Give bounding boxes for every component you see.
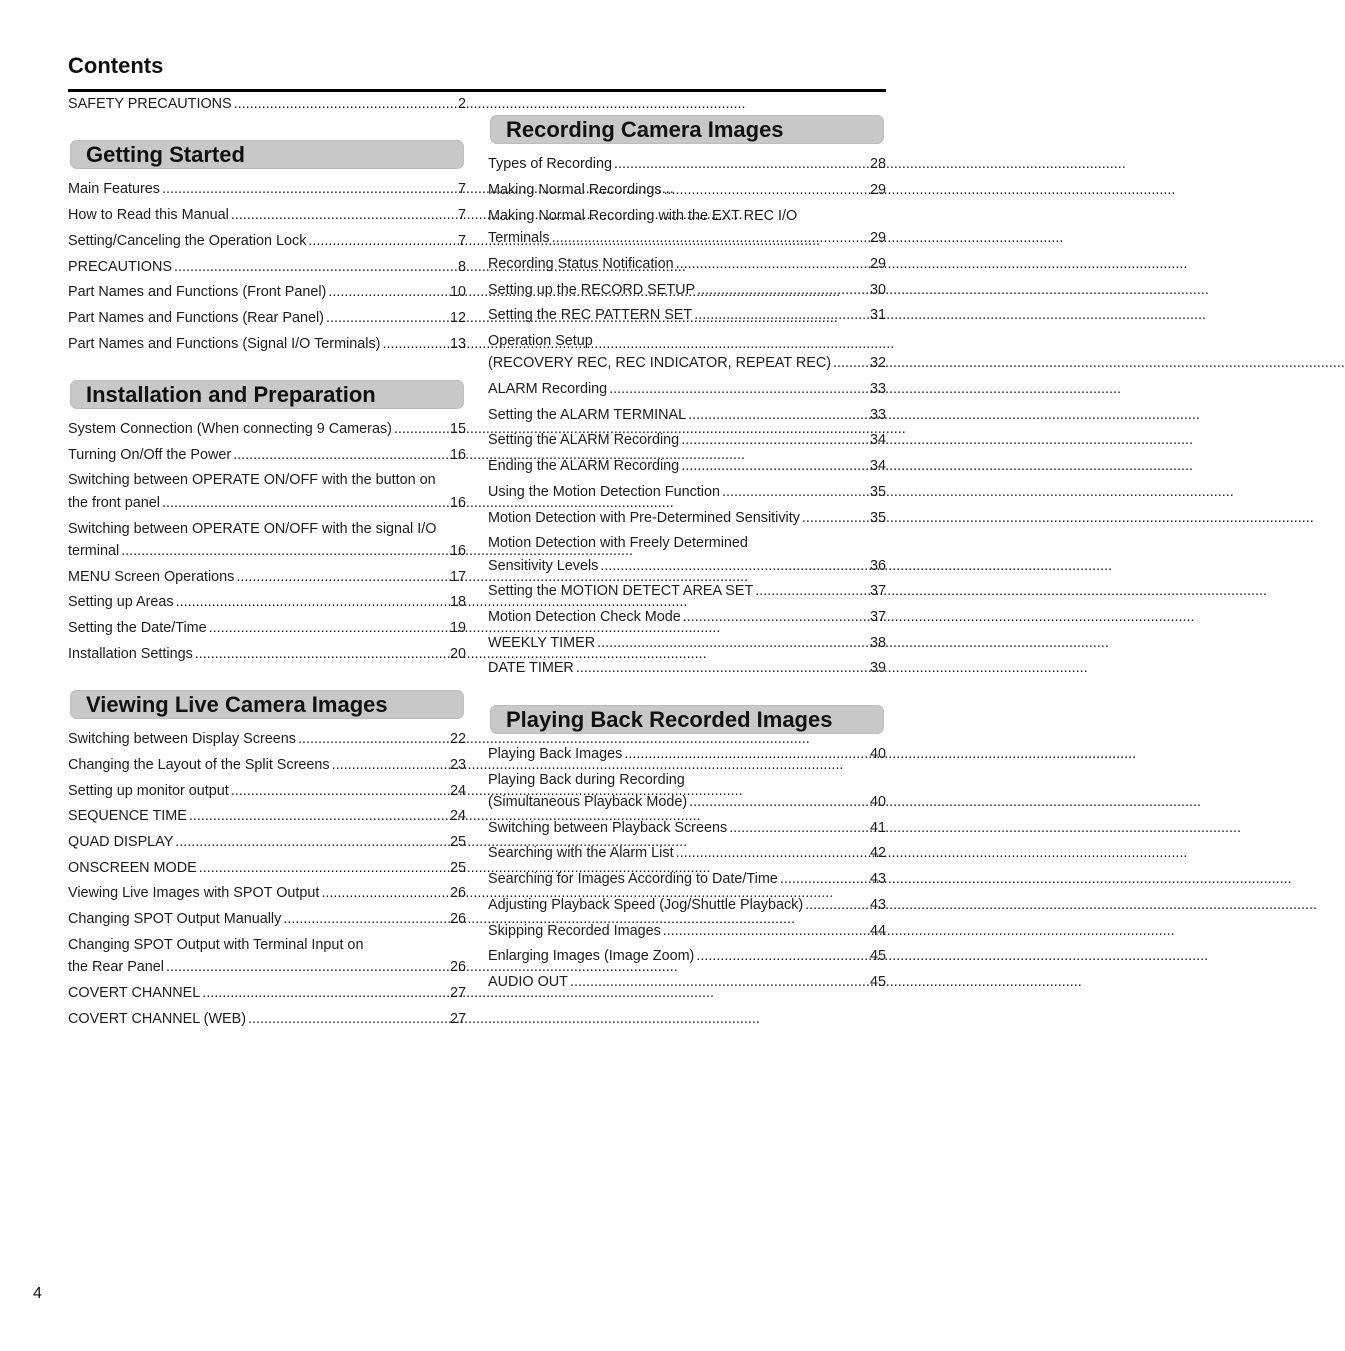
toc-entry-final-line	[488, 657, 886, 680]
toc-entry-title: Setting the ALARM TERMINAL	[488, 406, 687, 423]
dot-leader	[674, 253, 870, 276]
dot-leader	[686, 404, 870, 427]
toc-entry-final-line	[488, 507, 886, 530]
toc-page-ref: 26	[449, 885, 466, 902]
toc-entry	[68, 857, 466, 880]
toc-page-ref: 45	[869, 973, 886, 990]
dot-leader	[229, 204, 458, 227]
toc-page-ref: 35	[869, 509, 886, 526]
dot-leader	[800, 507, 870, 530]
toc-entry-final-line	[488, 894, 886, 917]
toc-entry	[68, 93, 466, 116]
toc-entry-title: DATE TIMER	[488, 660, 574, 677]
dot-leader	[281, 908, 450, 931]
toc-entry	[68, 908, 466, 931]
toc-page-ref: 26	[449, 911, 466, 928]
toc-entry-final-line	[68, 643, 466, 666]
toc-entry	[68, 333, 466, 356]
toc-entry-final-line	[488, 606, 886, 629]
toc-entry-final-line	[68, 1008, 466, 1031]
toc-entry-final-line	[68, 857, 466, 880]
toc-page-ref: 40	[869, 745, 886, 762]
toc-entry	[488, 279, 886, 302]
toc-right-column	[488, 115, 886, 997]
dot-leader	[681, 606, 870, 629]
dot-leader	[720, 481, 870, 504]
dot-leader	[160, 178, 458, 201]
toc-entry-final-line	[68, 444, 466, 467]
toc-entry	[488, 817, 886, 840]
toc-entry	[488, 507, 886, 530]
toc-entry-title: Setting up Areas	[68, 594, 174, 611]
toc-entry-final-line	[488, 304, 886, 327]
toc-page-ref: 31	[869, 307, 886, 324]
dot-leader	[662, 179, 870, 202]
section-heading: Viewing Live Camera Images	[70, 690, 464, 719]
toc-entry-title: Installation Settings	[68, 645, 193, 662]
toc-entry	[488, 205, 886, 250]
toc-page-ref: 44	[869, 922, 886, 939]
toc-entry-final-line	[488, 920, 886, 943]
toc-entry-title: Setting/Canceling the Operation Lock	[68, 232, 307, 249]
toc-entry-final-line	[488, 455, 886, 478]
toc-entry-final-line	[68, 754, 466, 777]
toc-entry-final-line	[68, 230, 466, 253]
dot-leader	[692, 304, 870, 327]
toc-entry-title: Playing Back during Recording	[488, 771, 685, 788]
dot-leader	[197, 857, 450, 880]
toc-entry-final-line	[68, 982, 466, 1005]
toc-page-ref: 33	[869, 406, 886, 423]
toc-entry-title: Motion Detection Check Mode	[488, 609, 681, 626]
dot-leader	[234, 566, 450, 589]
toc-entry-title: Switching between OPERATE ON/OFF with the button on	[68, 472, 436, 489]
toc-page-ref: 41	[869, 819, 886, 836]
toc-page-ref: 39	[869, 660, 886, 677]
toc-page-ref: 28	[869, 156, 886, 173]
toc-entry	[68, 1008, 466, 1031]
toc-entry	[68, 444, 466, 467]
toc-page-ref: 34	[869, 458, 886, 475]
toc-page-ref: 38	[869, 634, 886, 651]
toc-page-ref: 37	[869, 583, 886, 600]
section-heading: Getting Started	[70, 140, 464, 169]
toc-entry	[488, 945, 886, 968]
toc-page-ref: 36	[869, 557, 886, 574]
dot-leader	[229, 780, 450, 803]
section-heading: Installation and Preparation	[70, 380, 464, 409]
toc-entry	[68, 780, 466, 803]
dot-leader	[200, 982, 450, 1005]
toc-entry-title: Changing SPOT Output with Terminal Input on	[68, 936, 364, 953]
toc-entry-final-line	[68, 728, 466, 751]
toc-page-ref: 32	[869, 355, 886, 372]
toc-entry-title: Changing the Layout of the Split Screens	[68, 756, 330, 773]
toc-entry	[68, 617, 466, 640]
toc-entry-title: Operation Setup	[488, 332, 593, 349]
toc-page-ref: 7	[457, 181, 466, 198]
toc-entry-final-line	[488, 632, 886, 655]
toc-page-ref: 40	[869, 794, 886, 811]
toc-entry-title: Searching with the Alarm List	[488, 845, 674, 862]
dot-leader	[607, 378, 870, 401]
page-title: Contents	[68, 53, 164, 78]
toc-entry-title: Setting the Date/Time	[68, 620, 207, 637]
toc-entry-title: ALARM Recording	[488, 381, 608, 398]
toc-entry	[488, 920, 886, 943]
toc-page-ref: 37	[869, 609, 886, 626]
toc-entry	[68, 518, 466, 563]
toc-entry	[488, 378, 886, 401]
dot-leader	[727, 817, 870, 840]
toc-entry-final-line	[68, 333, 466, 356]
toc-entry-title: Playing Back Images	[488, 745, 623, 762]
toc-entry	[68, 591, 466, 614]
toc-page-ref: 18	[449, 594, 466, 611]
toc-entry-final-line	[68, 566, 466, 589]
dot-leader	[595, 632, 870, 655]
toc-entry	[68, 566, 466, 589]
toc-page-ref: 20	[449, 645, 466, 662]
toc-entry-final-line	[488, 279, 886, 302]
toc-entry	[488, 153, 886, 176]
toc-page-ref: 7	[457, 232, 466, 249]
toc-entry-title: Part Names and Functions (Front Panel)	[68, 284, 327, 301]
toc-page-ref: 15	[449, 421, 466, 437]
toc-entry-title: Adjusting Playback Speed (Jog/Shuttle Playback)	[488, 896, 804, 913]
toc-entry-final-line	[488, 253, 886, 276]
toc-entry-title: Types of Recording	[488, 156, 612, 173]
toc-page-ref: 35	[869, 483, 886, 500]
toc-entry	[68, 805, 466, 828]
dot-leader	[695, 279, 870, 302]
toc-page-ref: 24	[449, 808, 466, 825]
toc-page-ref: 43	[869, 896, 886, 913]
section-heading: Playing Back Recorded Images	[490, 705, 884, 734]
toc-entry-title: Part Names and Functions (Rear Panel)	[68, 309, 324, 326]
toc-entry	[68, 281, 466, 304]
toc-entry-title: WEEKLY TIMER	[488, 634, 596, 651]
toc-entry-title: Viewing Live Images with SPOT Output	[68, 885, 320, 902]
dot-leader	[392, 418, 450, 441]
toc-page-ref: 2	[457, 96, 466, 112]
toc-entry-title: SEQUENCE TIME	[68, 808, 187, 825]
toc-entry	[488, 404, 886, 427]
dot-leader	[694, 945, 870, 968]
page-number: 4	[33, 1285, 42, 1302]
toc-page-ref: 16	[449, 543, 466, 560]
title-rule	[68, 89, 886, 92]
toc-page-ref: 8	[457, 258, 466, 275]
dot-leader	[246, 1008, 450, 1031]
dot-leader	[380, 333, 450, 356]
toc-entry-title: Motion Detection with Freely Determined	[488, 535, 748, 552]
dot-leader	[326, 281, 450, 304]
dot-leader	[598, 555, 870, 578]
toc-entry-title: Switching between OPERATE ON/OFF with the signal I/O	[68, 520, 437, 537]
toc-entry-title: Main Features	[68, 181, 160, 198]
toc-entry	[68, 643, 466, 666]
toc-entry-title: Turning On/Off the Power	[68, 446, 232, 463]
toc-entry-title: (Simultaneous Playback Mode)	[488, 794, 688, 811]
toc-entry-title: Setting up monitor output	[68, 782, 229, 799]
dot-leader	[306, 230, 458, 253]
toc-entry-title: Switching between Playback Screens	[488, 819, 728, 836]
dot-leader	[187, 805, 450, 828]
dot-leader	[574, 657, 870, 680]
toc-entry-title: Using the Motion Detection Function	[488, 483, 720, 500]
toc-section	[488, 683, 886, 996]
toc-entry-title: Switching between Display Screens	[68, 731, 296, 748]
toc-entry-title: Sensitivity Levels	[488, 557, 599, 574]
toc-entry-title: (RECOVERY REC, REC INDICATOR, REPEAT REC)	[488, 355, 832, 372]
toc-entry	[488, 894, 886, 917]
toc-entry	[488, 868, 886, 891]
toc-entry-final-line	[68, 908, 466, 931]
dot-leader	[778, 868, 870, 891]
toc-entry-final-line	[488, 179, 886, 202]
dot-leader	[687, 791, 870, 814]
toc-entry-line	[68, 518, 466, 541]
toc-entry-final-line	[488, 378, 886, 401]
toc-entry-final-line	[68, 307, 466, 330]
dot-leader	[174, 591, 450, 614]
toc-entry-final-line	[68, 418, 466, 441]
toc-entry-final-line	[68, 540, 466, 563]
toc-entry-final-line	[68, 617, 466, 640]
dot-leader	[231, 444, 450, 467]
toc-entry-final-line	[488, 352, 886, 375]
toc-entry-title: Enlarging Images (Image Zoom)	[488, 948, 695, 965]
toc-entry-final-line	[488, 817, 886, 840]
toc-entry-final-line	[68, 281, 466, 304]
toc-entry	[488, 481, 886, 504]
toc-entry-title: Setting up the RECORD SETUP	[488, 281, 696, 298]
toc-entry	[488, 971, 886, 994]
toc-page-ref: 13	[449, 335, 466, 352]
toc-entry-title: Setting the ALARM Recording	[488, 432, 680, 449]
toc-entry-final-line	[68, 805, 466, 828]
dot-leader	[164, 956, 450, 979]
dot-leader	[324, 307, 450, 330]
toc-entry-final-line	[488, 842, 886, 865]
toc-entry-title: Recording Status Notification	[488, 255, 674, 272]
toc-entry	[68, 934, 466, 979]
dot-leader	[831, 352, 870, 375]
toc-page-ref: 16	[449, 446, 466, 463]
toc-page-ref: 26	[449, 959, 466, 976]
toc-entry-title: Setting the REC PATTERN SET	[488, 307, 693, 324]
toc-entry-final-line	[68, 492, 466, 515]
section-heading: Recording Camera Images	[490, 115, 884, 144]
toc-entry-final-line	[488, 743, 886, 766]
toc-entry	[488, 743, 886, 766]
toc-entry	[68, 204, 466, 227]
toc-entry-title: the front panel	[68, 494, 161, 511]
toc-page-ref: 25	[449, 859, 466, 876]
dot-leader	[679, 429, 870, 452]
toc-entry-line	[68, 934, 466, 957]
dot-leader	[330, 754, 450, 777]
toc-entry-title: Ending the ALARM Recording	[488, 458, 680, 475]
toc-page-ref: 16	[449, 494, 466, 511]
toc-page-ref: 30	[869, 281, 886, 298]
toc-entry-title: AUDIO OUT	[488, 973, 568, 990]
toc-entry-final-line	[68, 204, 466, 227]
toc-entry	[68, 882, 466, 905]
toc-entry-title: Motion Detection with Pre-Determined Sensitivity	[488, 509, 800, 526]
dot-leader	[550, 227, 870, 250]
toc-section	[488, 115, 886, 683]
toc-entry-title: System Connection (When connecting 9 Cameras)	[68, 421, 392, 437]
toc-entry-final-line	[488, 404, 886, 427]
toc-page-ref: 29	[869, 181, 886, 198]
toc-entry-final-line	[68, 256, 466, 279]
dot-leader	[612, 153, 870, 176]
dot-leader	[803, 894, 870, 917]
toc-left-column	[68, 93, 466, 1033]
toc-entry-title: Making Normal Recording with the EXT REC I/O	[488, 207, 798, 224]
toc-entry	[488, 330, 886, 375]
toc-page-ref: 7	[457, 207, 466, 224]
toc-entry	[488, 429, 886, 452]
toc-entry-title: COVERT CHANNEL (WEB)	[68, 1010, 247, 1027]
toc-entry-final-line	[488, 868, 886, 891]
toc-entry-title: Setting the MOTION DETECT AREA SET	[488, 583, 754, 600]
toc-page-ref: 45	[869, 948, 886, 965]
toc-section	[68, 669, 466, 1034]
dot-leader	[207, 617, 450, 640]
toc-page-ref: 23	[449, 756, 466, 773]
toc-entry-line	[488, 769, 886, 792]
toc-entry-final-line	[488, 481, 886, 504]
toc-entry	[488, 842, 886, 865]
dot-leader	[232, 93, 458, 116]
toc-entry-line	[488, 205, 886, 228]
toc-entry	[68, 728, 466, 751]
dot-leader	[119, 540, 450, 563]
toc-entry	[68, 982, 466, 1005]
toc-entry	[488, 455, 886, 478]
toc-entry-title: PRECAUTIONS	[68, 258, 172, 275]
toc-entry-final-line	[68, 591, 466, 614]
toc-page-ref: 12	[449, 309, 466, 326]
dot-leader	[172, 256, 458, 279]
dot-leader	[661, 920, 870, 943]
toc-entry-title: Skipping Recorded Images	[488, 922, 661, 939]
dot-leader	[319, 882, 450, 905]
toc-page-ref: 17	[449, 568, 466, 585]
toc-entry	[488, 532, 886, 577]
dot-leader	[160, 492, 450, 515]
toc-entry	[488, 304, 886, 327]
toc-entry	[488, 606, 886, 629]
toc-entry	[488, 657, 886, 680]
toc-page-ref: 10	[449, 284, 466, 301]
toc-page-ref: 19	[449, 620, 466, 637]
toc-entry	[488, 769, 886, 814]
toc-entry-title: Part Names and Functions (Signal I/O Terminals)	[68, 335, 381, 352]
toc-page-ref: 22	[449, 731, 466, 748]
toc-page-ref: 42	[869, 845, 886, 862]
toc-entry	[68, 307, 466, 330]
toc-entry-final-line	[68, 780, 466, 803]
toc-entry-final-line	[488, 227, 886, 250]
toc-entry-title: QUAD DISPLAY	[68, 834, 174, 850]
toc-entry-final-line	[68, 178, 466, 201]
toc-entry-line	[488, 330, 886, 353]
toc-page-ref: 34	[869, 432, 886, 449]
toc-entry-title: the Rear Panel	[68, 959, 164, 976]
toc-entry-title: ONSCREEN MODE	[68, 859, 197, 876]
toc-entry-title: Terminals	[488, 230, 550, 247]
toc-entry-final-line	[488, 555, 886, 578]
toc-entry-final-line	[488, 971, 886, 994]
toc-page-ref: 25	[449, 834, 466, 850]
dot-leader	[674, 842, 870, 865]
toc-entry-title: MENU Screen Operations	[68, 568, 235, 585]
toc-entry	[488, 632, 886, 655]
dot-leader	[753, 580, 870, 603]
toc-entry-title: Searching for Images According to Date/Time	[488, 871, 778, 888]
toc-entry-title: SAFETY PRECAUTIONS	[68, 96, 232, 112]
toc-entry-line	[488, 532, 886, 555]
toc-entry-final-line	[488, 580, 886, 603]
toc-entry-title: terminal	[68, 543, 120, 560]
toc-entry-final-line	[488, 945, 886, 968]
toc-entry-title: COVERT CHANNEL	[68, 984, 201, 1001]
toc-page-ref: 24	[449, 782, 466, 799]
toc-entry-final-line	[68, 956, 466, 979]
toc-section	[68, 358, 466, 668]
toc-entry-line	[68, 469, 466, 492]
toc-entry	[488, 580, 886, 603]
toc-page-ref: 27	[449, 1010, 466, 1027]
toc-page-ref: 27	[449, 984, 466, 1001]
dot-leader	[568, 971, 870, 994]
toc-page-ref: 43	[869, 871, 886, 888]
dot-leader	[679, 455, 870, 478]
toc-entry	[68, 178, 466, 201]
toc-page-ref: 29	[869, 230, 886, 247]
toc-entry-title: Changing SPOT Output Manually	[68, 911, 282, 928]
toc-entry-final-line	[488, 429, 886, 452]
toc-entry	[68, 469, 466, 514]
toc-entry	[68, 256, 466, 279]
toc-page-ref: 29	[869, 255, 886, 272]
toc-section	[68, 119, 466, 359]
dot-leader	[193, 643, 450, 666]
dot-leader	[173, 831, 450, 854]
toc-entry-final-line	[488, 153, 886, 176]
toc-entry-final-line	[488, 791, 886, 814]
toc-entry-final-line	[68, 831, 466, 854]
toc-entry-title: Making Normal Recordings	[488, 181, 662, 198]
toc-page-ref: 33	[869, 381, 886, 398]
toc-entry	[68, 230, 466, 253]
toc-entry	[488, 179, 886, 202]
toc-entry	[68, 831, 466, 854]
toc-entry	[488, 253, 886, 276]
toc-entry	[68, 754, 466, 777]
toc-entry-title: How to Read this Manual	[68, 207, 229, 224]
toc-entry-final-line	[68, 93, 466, 116]
toc-entry	[68, 418, 466, 441]
dot-leader	[622, 743, 870, 766]
dot-leader	[296, 728, 450, 751]
toc-entry-final-line	[68, 882, 466, 905]
